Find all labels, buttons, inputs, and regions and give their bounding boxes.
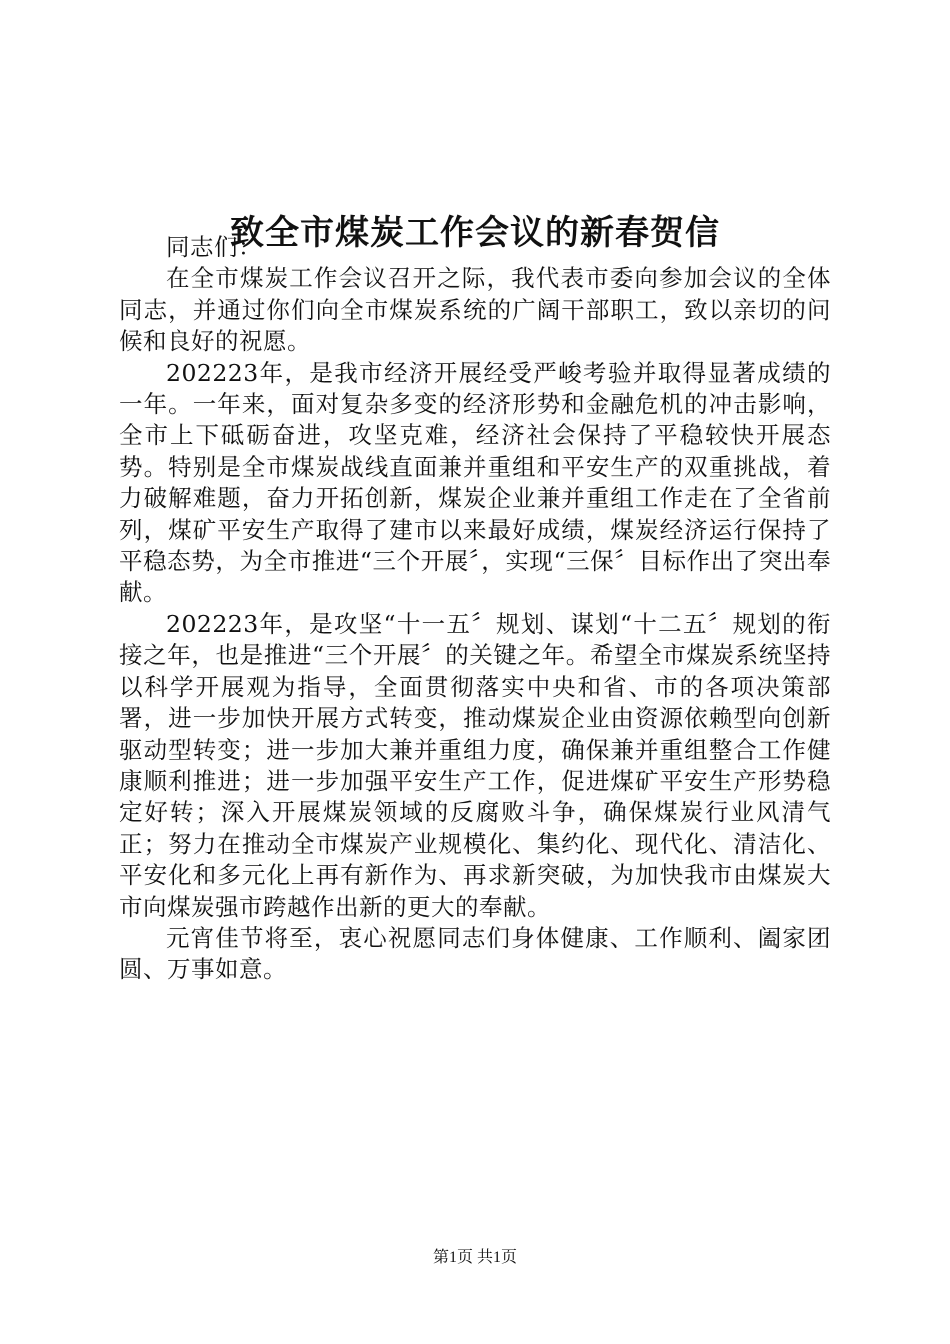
paragraph-4: 元宵佳节将至，衷心祝愿同志们身体健康、工作顺利、阖家团圆、万事如意。 — [119, 923, 831, 984]
document-title: 致全市煤炭工作会议的新春贺信 — [230, 212, 720, 253]
page-footer: 第1页 共1页 — [432, 1249, 517, 1266]
paragraph-3: 202223年，是攻坚“十一五〞规划、谋划“十二五〞规划的衔接之年，也是推进“三个开展〞的关键之年。希望全市煤炭系统坚持以科学开展观为指导，全面贯彻落实中央和省、市的各项决策部署，进一步加快开展方式转变，推动煤炭企业由资源依赖型向创新驱动型转变；进一步加大兼并重组力度，确保兼并重组整合工作健康顺利推进；进一步加强平安生产工作，促进煤矿平安生产形势稳定好转；深入开展煤炭领域的反腐败斗争，确保煤炭行业风清气正；努力在推动全市煤炭产业规模化、集约化、现代化、清洁化、平安化和多元化上再有新作为、再求新突破，为加快我市由煤炭大市向煤炭强市跨越作出新的更大的奉献。 — [119, 609, 831, 921]
paragraph-1: 在全市煤炭工作会议召开之际，我代表市委向参加会议的全体同志，并通过你们向全市煤炭系统的广阔干部职工，致以亲切的问候和良好的祝愿。 — [119, 264, 831, 356]
document-body — [119, 232, 831, 986]
paragraph-2: 202223年，是我市经济开展经受严峻考验并取得显著成绩的一年。一年来，面对复杂多变的经济形势和金融危机的冲击影响，全市上下砥砺奋进，攻坚克难，经济社会保持了平稳较快开展态势。特别是全市煤炭战线直面兼并重组和平安生产的双重挑战，着力破解难题，奋力开拓创新，煤炭企业兼并重组工作走在了全省前列，煤矿平安生产取得了建市以来最好成绩，煤炭经济运行保持了平稳态势，为全市推进“三个开展〞，实现“三保〞目标作出了突出奉献。 — [119, 358, 831, 607]
salutation: 同志们： — [166, 233, 262, 261]
